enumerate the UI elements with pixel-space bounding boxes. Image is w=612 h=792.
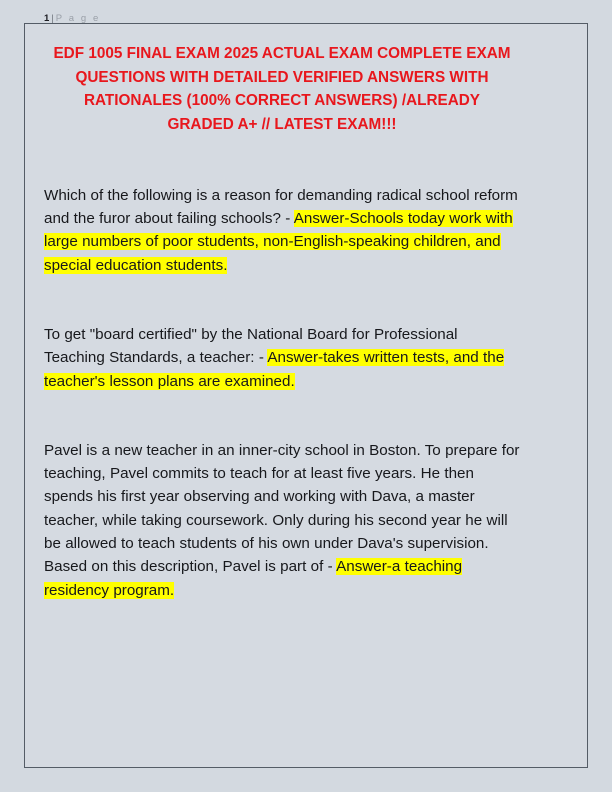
qa-item-3-question: Pavel is a new teacher in an inner-city school in Boston. To prepare for teaching, Pavel commits to teach for at least five years. He then spends his first year observing and working with Dava, a master teacher, while taking coursework. Only during his second year he will be allowed to teach students of his own under Dava's supervision. Based on this description, Pavel is part of - bbox=[44, 441, 520, 576]
qa-item-2-answer: Answer-takes written tests, and the teacher's lesson plans are examined. bbox=[44, 349, 505, 390]
document-body bbox=[44, 42, 520, 602]
spacer-qa-1-to-2 bbox=[44, 277, 520, 323]
qa-item-1-answer: Answer-Schools today work with large numbers of poor students, non-English-speaking children, and special education students. bbox=[44, 210, 513, 274]
page-header bbox=[44, 13, 100, 25]
page-header-separator: | bbox=[51, 13, 54, 24]
page-word-label: P a g e bbox=[55, 13, 101, 24]
qa-item-2-question: To get "board certified" by the National Board for Professional Teaching Standards, a teacher: - bbox=[44, 326, 458, 367]
qa-item-2 bbox=[44, 323, 520, 393]
qa-item-3 bbox=[44, 439, 520, 602]
document-title: EDF 1005 FINAL EXAM 2025 ACTUAL EXAM COMPLETE EXAM QUESTIONS WITH DETAILED VERIFIED ANSWERS WITH RATIONALES (100% CORRECT ANSWERS) /ALREADY GRADED A+ // LATEST EXAM!!! bbox=[53, 45, 511, 134]
page-number: 1 bbox=[44, 13, 50, 24]
qa-item-1-question: Which of the following is a reason for demanding radical school reform and the furor about failing schools? - bbox=[44, 186, 518, 228]
spacer-title-to-content bbox=[44, 137, 520, 184]
qa-item-1 bbox=[44, 184, 520, 277]
spacer-qa-2-to-3 bbox=[44, 393, 520, 439]
qa-item-3-answer: Answer-a teaching residency program. bbox=[44, 558, 463, 599]
